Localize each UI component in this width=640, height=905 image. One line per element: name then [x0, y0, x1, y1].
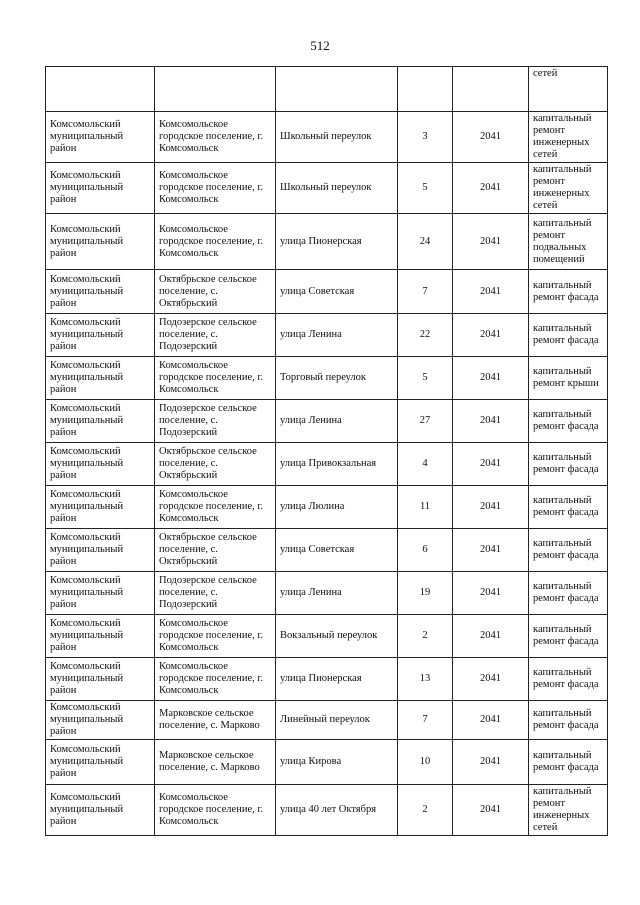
year-cell: 2041 — [453, 112, 529, 163]
year-cell — [453, 67, 529, 112]
street-cell: Линейный переулок — [276, 701, 398, 740]
table-row — [46, 486, 608, 529]
settlement-cell: Подозерское сельское поселение, с. Подозерский — [155, 400, 276, 443]
table-row — [46, 658, 608, 701]
house-number-cell: 7 — [398, 701, 453, 740]
year-cell: 2041 — [453, 572, 529, 615]
table-row — [46, 785, 608, 836]
work-type-cell: капитальный ремонт подвальных помещений — [529, 214, 608, 270]
house-number-cell: 2 — [398, 615, 453, 658]
table-row — [46, 163, 608, 214]
district-cell: Комсомольский муниципальный район — [46, 615, 155, 658]
table-row — [46, 701, 608, 740]
district-cell: Комсомольский муниципальный район — [46, 314, 155, 357]
district-cell: Комсомольский муниципальный район — [46, 443, 155, 486]
house-number-cell: 7 — [398, 270, 453, 314]
street-cell: Торговый переулок — [276, 357, 398, 400]
settlement-cell: Комсомольское городское поселение, г. Комсомольск — [155, 357, 276, 400]
year-cell: 2041 — [453, 214, 529, 270]
work-type-cell: капитальный ремонт фасада — [529, 314, 608, 357]
work-type-cell: капитальный ремонт фасада — [529, 486, 608, 529]
settlement-cell: Подозерское сельское поселение, с. Подозерский — [155, 314, 276, 357]
street-cell: улица Люлина — [276, 486, 398, 529]
table-row — [46, 572, 608, 615]
street-cell: улица Пионерская — [276, 658, 398, 701]
house-number-cell: 22 — [398, 314, 453, 357]
street-cell: улица Привокзальная — [276, 443, 398, 486]
year-cell: 2041 — [453, 163, 529, 214]
work-type-cell: капитальный ремонт фасада — [529, 658, 608, 701]
district-cell: Комсомольский муниципальный район — [46, 163, 155, 214]
work-type-cell: капитальный ремонт фасада — [529, 529, 608, 572]
work-type-cell: капитальный ремонт фасада — [529, 740, 608, 785]
settlement-cell: Комсомольское городское поселение, г. Комсомольск — [155, 615, 276, 658]
house-number-cell — [398, 67, 453, 112]
table-row — [46, 357, 608, 400]
street-cell — [276, 67, 398, 112]
district-cell: Комсомольский муниципальный район — [46, 785, 155, 836]
continuation-row — [46, 67, 608, 112]
work-type-cell: капитальный ремонт инженерных сетей — [529, 785, 608, 836]
settlement-cell: Октябрьское сельское поселение, с. Октябрьский — [155, 270, 276, 314]
district-cell: Комсомольский муниципальный район — [46, 572, 155, 615]
table-row — [46, 615, 608, 658]
year-cell: 2041 — [453, 615, 529, 658]
table-row — [46, 529, 608, 572]
table-row — [46, 270, 608, 314]
settlement-cell: Октябрьское сельское поселение, с. Октябрьский — [155, 443, 276, 486]
house-number-cell: 6 — [398, 529, 453, 572]
district-cell: Комсомольский муниципальный район — [46, 214, 155, 270]
settlement-cell — [155, 67, 276, 112]
table-row — [46, 112, 608, 163]
district-cell: Комсомольский муниципальный район — [46, 400, 155, 443]
house-number-cell: 3 — [398, 112, 453, 163]
year-cell: 2041 — [453, 486, 529, 529]
work-type-cell: капитальный ремонт фасада — [529, 615, 608, 658]
district-cell: Комсомольский муниципальный район — [46, 270, 155, 314]
district-cell: Комсомольский муниципальный район — [46, 112, 155, 163]
page-number: 512 — [310, 38, 330, 53]
year-cell: 2041 — [453, 740, 529, 785]
house-number-cell: 11 — [398, 486, 453, 529]
district-cell: Комсомольский муниципальный район — [46, 357, 155, 400]
street-cell: улица Кирова — [276, 740, 398, 785]
house-number-cell: 5 — [398, 357, 453, 400]
year-cell: 2041 — [453, 658, 529, 701]
settlement-cell: Подозерское сельское поселение, с. Подозерский — [155, 572, 276, 615]
settlement-cell: Марковское сельское поселение, с. Марково — [155, 740, 276, 785]
district-cell: Комсомольский муниципальный район — [46, 658, 155, 701]
district-cell: Комсомольский муниципальный район — [46, 701, 155, 740]
work-type-cell: капитальный ремонт инженерных сетей — [529, 163, 608, 214]
work-type-cell: капитальный ремонт фасада — [529, 400, 608, 443]
work-type-cell: капитальный ремонт фасада — [529, 270, 608, 314]
housing-repair-table — [45, 66, 608, 836]
district-cell: Комсомольский муниципальный район — [46, 529, 155, 572]
street-cell: улица 40 лет Октября — [276, 785, 398, 836]
street-cell: улица Ленина — [276, 572, 398, 615]
settlement-cell: Комсомольское городское поселение, г. Комсомольск — [155, 658, 276, 701]
house-number-cell: 10 — [398, 740, 453, 785]
year-cell: 2041 — [453, 701, 529, 740]
work-type-cell: капитальный ремонт инженерных сетей — [529, 112, 608, 163]
house-number-cell: 13 — [398, 658, 453, 701]
work-type-cell: капитальный ремонт крыши — [529, 357, 608, 400]
house-number-cell: 27 — [398, 400, 453, 443]
settlement-cell: Комсомольское городское поселение, г. Комсомольск — [155, 214, 276, 270]
settlement-cell: Комсомольское городское поселение, г. Комсомольск — [155, 112, 276, 163]
work-type-cell: капитальный ремонт фасада — [529, 443, 608, 486]
street-cell: Школьный переулок — [276, 112, 398, 163]
house-number-cell: 4 — [398, 443, 453, 486]
house-number-cell: 19 — [398, 572, 453, 615]
street-cell: улица Ленина — [276, 314, 398, 357]
table-row — [46, 314, 608, 357]
house-number-cell: 2 — [398, 785, 453, 836]
table-body — [46, 67, 608, 836]
table-row — [46, 214, 608, 270]
settlement-cell: Комсомольское городское поселение, г. Комсомольск — [155, 163, 276, 214]
year-cell: 2041 — [453, 785, 529, 836]
work-type-cell: капитальный ремонт фасада — [529, 572, 608, 615]
street-cell: Школьный переулок — [276, 163, 398, 214]
house-number-cell: 24 — [398, 214, 453, 270]
settlement-cell: Комсомольское городское поселение, г. Комсомольск — [155, 486, 276, 529]
district-cell — [46, 67, 155, 112]
year-cell: 2041 — [453, 529, 529, 572]
street-cell: Вокзальный переулок — [276, 615, 398, 658]
street-cell: улица Пионерская — [276, 214, 398, 270]
year-cell: 2041 — [453, 400, 529, 443]
year-cell: 2041 — [453, 270, 529, 314]
settlement-cell: Марковское сельское поселение, с. Марково — [155, 701, 276, 740]
house-number-cell: 5 — [398, 163, 453, 214]
table-row — [46, 400, 608, 443]
table-row — [46, 443, 608, 486]
settlement-cell: Октябрьское сельское поселение, с. Октябрьский — [155, 529, 276, 572]
table-row — [46, 740, 608, 785]
street-cell: улица Советская — [276, 270, 398, 314]
work-type-cell: сетей — [529, 67, 608, 112]
year-cell: 2041 — [453, 443, 529, 486]
year-cell: 2041 — [453, 357, 529, 400]
settlement-cell: Комсомольское городское поселение, г. Комсомольск — [155, 785, 276, 836]
work-type-cell: капитальный ремонт фасада — [529, 701, 608, 740]
district-cell: Комсомольский муниципальный район — [46, 740, 155, 785]
year-cell: 2041 — [453, 314, 529, 357]
street-cell: улица Ленина — [276, 400, 398, 443]
district-cell: Комсомольский муниципальный район — [46, 486, 155, 529]
street-cell: улица Советская — [276, 529, 398, 572]
